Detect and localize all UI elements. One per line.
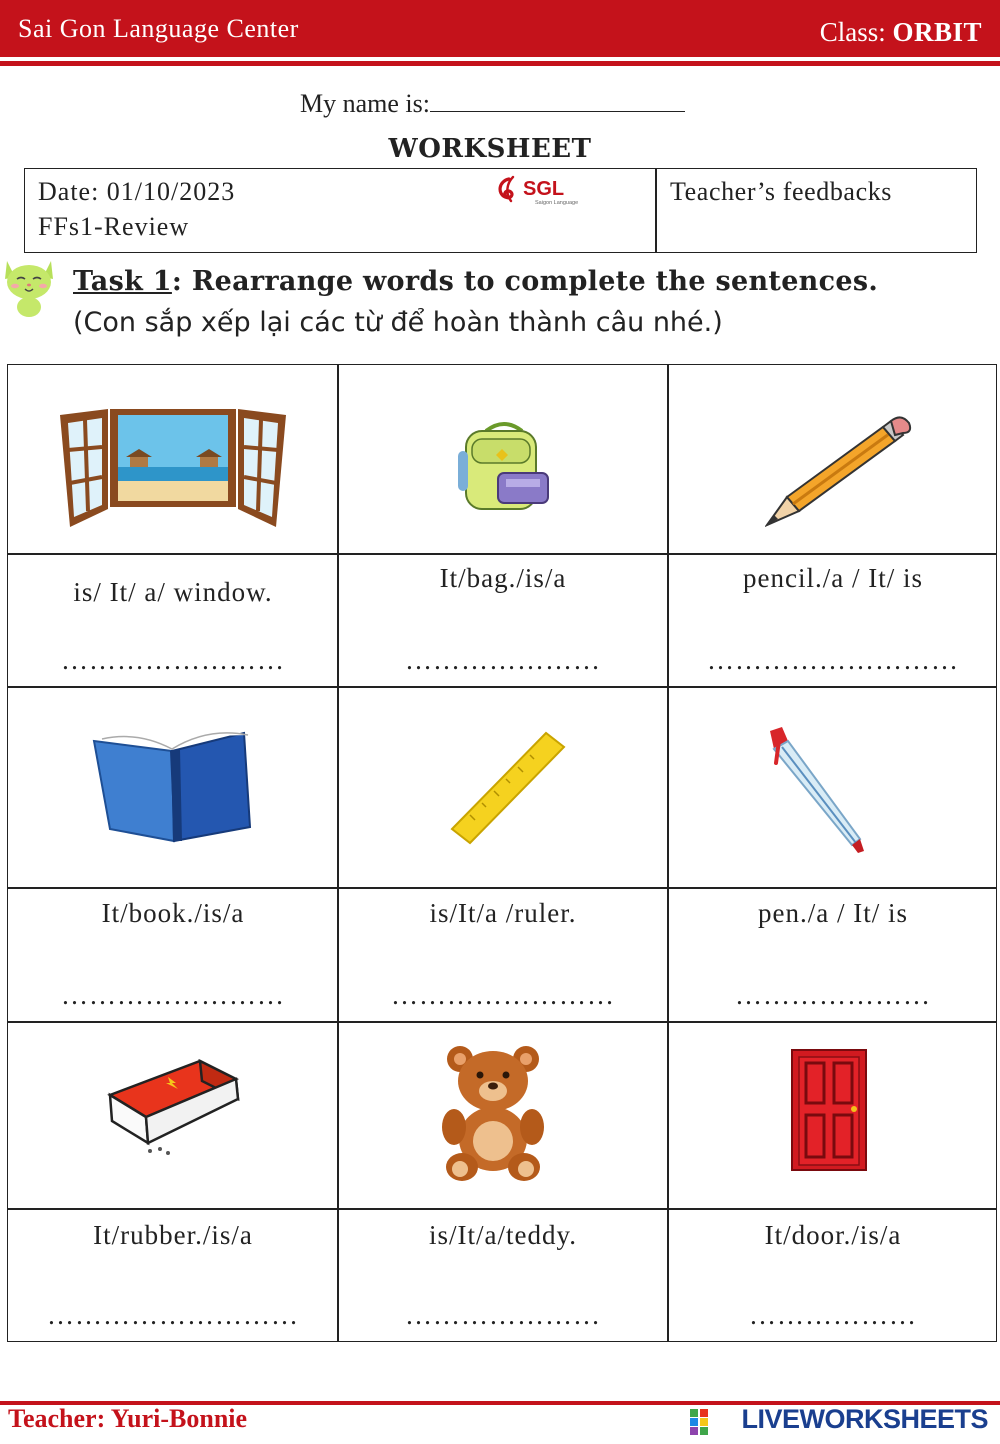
answer-line[interactable]: ……………………… xyxy=(707,645,959,675)
answer-line[interactable]: ………………… xyxy=(735,980,931,1010)
grid-divider xyxy=(8,553,996,555)
worksheet-title: WORKSHEET xyxy=(388,134,592,164)
date-text: Date: 01/10/2023 xyxy=(38,177,236,206)
logo-sub: Saigon Language xyxy=(535,200,579,206)
grid-divider xyxy=(8,1208,996,1210)
name-field[interactable] xyxy=(430,88,685,112)
answer-line[interactable]: …………………… xyxy=(61,980,285,1010)
grid-divider xyxy=(8,686,996,688)
class-value: ORBIT xyxy=(892,17,982,47)
backpack-icon xyxy=(456,421,552,513)
word-prompt: pen./a / It/ is xyxy=(758,898,908,928)
answer-line[interactable]: ……………… xyxy=(749,1300,917,1330)
liveworksheets-logo-icon xyxy=(690,1409,708,1435)
window-icon xyxy=(60,405,286,529)
info-divider xyxy=(655,169,657,252)
word-prompt: It/book./is/a xyxy=(101,898,245,928)
teacher-feedback-label: Teacher’s feedbacks xyxy=(670,177,893,206)
grid-divider xyxy=(667,365,669,1341)
review-text: FFs1-Review xyxy=(38,212,190,241)
word-prompt: It/door./is/a xyxy=(764,1220,902,1250)
grid-divider xyxy=(337,365,339,1341)
info-box xyxy=(24,168,977,253)
word-prompt: pencil./a / It/ is xyxy=(743,563,923,593)
book-icon xyxy=(92,729,254,843)
sgl-logo-icon xyxy=(495,173,595,209)
header-rule xyxy=(0,61,1000,66)
word-prompt: is/ It/ a/ window. xyxy=(73,577,273,607)
word-prompt: It/rubber./is/a xyxy=(93,1220,253,1250)
ruler-icon xyxy=(448,729,568,845)
teddy-bear-icon xyxy=(438,1041,548,1185)
task-label: Task 1 xyxy=(73,266,172,297)
answer-line[interactable]: ………………… xyxy=(405,1300,601,1330)
name-prompt xyxy=(300,88,685,119)
center-name: Sai Gon Language Center xyxy=(18,14,299,43)
answer-line[interactable]: …………………… xyxy=(61,645,285,675)
answer-line[interactable]: …………………… xyxy=(391,980,615,1010)
pen-icon xyxy=(760,727,872,855)
teacher-name: Teacher: Yuri-Bonnie xyxy=(8,1404,248,1433)
liveworksheets-brand[interactable]: LIVEWORKSHEETS xyxy=(741,1404,988,1434)
task-instruction: : Rearrange words to complete the sentences. xyxy=(171,266,879,297)
class-label-text: Class: xyxy=(819,17,886,47)
class-label xyxy=(820,17,982,48)
pencil-icon xyxy=(765,415,915,527)
name-prompt-label: My name is: xyxy=(300,89,430,118)
word-prompt: is/It/a/teddy. xyxy=(429,1220,577,1250)
exercise-grid xyxy=(7,364,997,1342)
door-icon xyxy=(791,1049,867,1171)
answer-line[interactable]: ……………………… xyxy=(47,1300,299,1330)
task-subtitle: (Con sắp xếp lại các từ để hoàn thành câu nhé.) xyxy=(73,307,723,338)
grid-divider xyxy=(8,1021,996,1023)
grid-divider xyxy=(8,887,996,889)
rubber-icon xyxy=(102,1059,242,1163)
answer-line[interactable]: ………………… xyxy=(405,645,601,675)
task-title xyxy=(73,266,878,297)
cat-icon xyxy=(3,255,55,317)
word-prompt: is/It/a /ruler. xyxy=(429,898,577,928)
word-prompt: It/bag./is/a xyxy=(439,563,567,593)
logo-text: SGL xyxy=(523,178,565,200)
